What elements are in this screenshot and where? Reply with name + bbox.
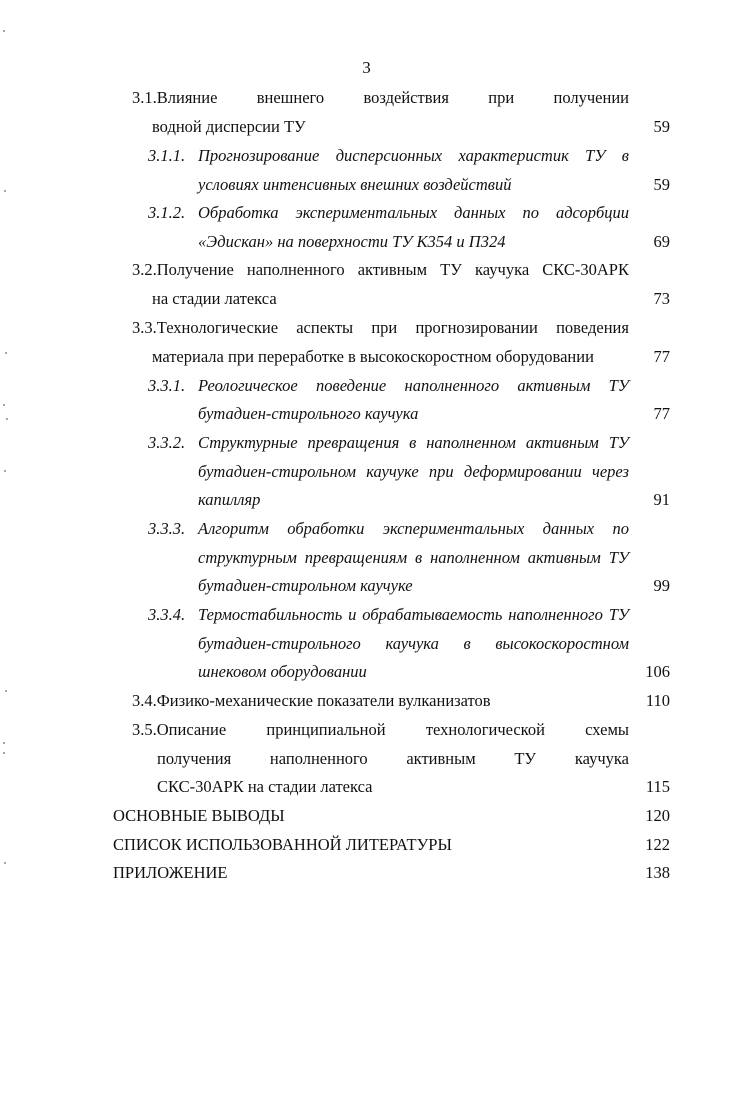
toc-word: превращениям [304,548,408,567]
toc-word: обрабатываемость [362,605,503,624]
toc-word: наполненного [246,260,345,279]
toc-page-ref: 99 [653,576,670,595]
toc-word: в [415,548,423,567]
toc-word: в [463,634,471,653]
toc-word: принципиальной [266,720,386,739]
toc-word: бутадиен-стирольном [198,462,356,481]
toc-line: на стадии латекса [152,289,277,308]
toc-line [198,519,629,539]
scan-speck [3,742,5,744]
toc-word: технологической [425,720,545,739]
toc-line: ОСНОВНЫЕ ВЫВОДЫ [113,806,285,825]
toc-word: ТУ [608,376,629,395]
toc-word: ТУ [585,146,606,165]
toc-word: данных [542,519,595,538]
toc-word: активным [357,260,428,279]
toc-word: 3.1.Влияние [132,88,218,107]
toc-word: поведение [316,376,387,395]
toc-word: 3.2.Получение [132,260,234,279]
toc-word: экспериментальных [295,203,438,222]
scan-speck [4,862,6,864]
toc-word: характеристик [458,146,569,165]
toc-line: СКС-30АРК на стадии латекса [157,777,373,796]
toc-page-ref: 73 [653,289,670,308]
toc-line [198,462,629,482]
toc-word: Структурные [198,433,298,452]
toc-word: активным [527,548,601,567]
toc-line: «Эдискан» на поверхности ТУ К354 и П324 [198,232,506,251]
toc-page-ref: 69 [653,232,670,251]
toc-line [198,634,629,654]
toc-word: ТУ [608,605,629,624]
toc-word: 3.5.Описание [132,720,227,739]
toc-subsection-number: 3.3.3. [148,519,186,538]
toc-page-ref: 77 [653,404,670,423]
toc-word: и [348,605,357,624]
toc-page-ref: 115 [645,777,670,796]
toc-line: капилляр [198,490,261,509]
toc-word: высокоскоростном [495,634,629,653]
page-number: 3 [362,58,371,77]
toc-subsection-number: 3.1.1. [148,146,186,165]
toc-subsection-number: 3.3.4. [148,605,186,624]
toc-word: Обработка [198,203,279,222]
toc-line: условиях интенсивных внешних воздействий [198,175,512,194]
toc-page-ref: 120 [645,806,670,825]
toc-word: структурным [198,548,297,567]
toc-word: наполненном [430,548,520,567]
scan-speck [3,752,5,754]
toc-word: Реологическое [198,376,298,395]
toc-word: по [522,203,539,222]
toc-word: экспериментальных [382,519,525,538]
toc-word: наполненного [269,749,368,768]
toc-subsection-number: 3.3.2. [148,433,186,452]
scan-speck [6,418,8,420]
toc-word: деформировании [463,462,582,481]
toc-line [198,376,629,396]
toc-page-ref: 110 [645,691,670,710]
toc-word: Алгоритм [198,519,269,538]
toc-line [198,433,629,453]
toc-word: в [409,433,417,452]
toc-line: бутадиен-стирольном каучуке [198,576,413,595]
scan-speck [3,30,5,32]
toc-page-ref: 138 [645,863,670,882]
toc-word: наполненного [508,605,603,624]
toc-word: обработки [287,519,365,538]
toc-word: наполненном [426,433,516,452]
toc-word: каучука [574,749,629,768]
toc-word: каучука [385,634,439,653]
toc-word: ТУ [514,749,537,768]
scan-speck [3,404,5,406]
toc-word: 3.3.Технологические [132,318,279,337]
toc-word: поведения [556,318,629,337]
toc-line [198,203,629,223]
toc-word: ТУ [608,433,629,452]
scan-speck [5,352,7,354]
toc-word: активным [406,749,476,768]
toc-word: каучука [475,260,530,279]
toc-line [198,548,629,568]
toc-line [157,749,629,769]
toc-word: дисперсионных [335,146,443,165]
toc-word: превращения [307,433,400,452]
scan-speck [4,190,6,192]
toc-line [198,146,629,166]
toc-word: при [488,88,515,107]
toc-line: бутадиен-стирольного каучука [198,404,419,423]
toc-word: Термостабильность [198,605,343,624]
toc-word: данных [454,203,506,222]
toc-line [132,720,629,740]
toc-word: по [612,519,629,538]
toc-page-ref: 91 [653,490,670,509]
scan-speck [4,470,6,472]
toc-line: СПИСОК ИСПОЛЬЗОВАННОЙ ЛИТЕРАТУРЫ [113,835,452,854]
toc-word: каучуке [366,462,419,481]
toc-word: ТУ [608,548,629,567]
toc-line: шнековом оборудовании [198,662,367,681]
toc-word: наполненного [404,376,500,395]
toc-word: адсорбции [555,203,629,222]
toc-word: ТУ [440,260,462,279]
toc-word: получения [157,749,232,768]
toc-word: СКС-30АРК [542,260,629,279]
toc-word: активным [525,433,599,452]
toc-word: аспекты [296,318,354,337]
toc-word: через [591,462,629,481]
toc-page-ref: 122 [645,835,670,854]
toc-line: 3.4.Физико-механические показатели вулканизатов [132,691,491,710]
toc-line [132,88,629,108]
toc-page-ref: 59 [653,117,670,136]
toc-page-ref: 59 [653,175,670,194]
toc-word: внешнего [256,88,325,107]
toc-word: схемы [585,720,629,739]
toc-word: в [621,146,629,165]
toc-subsection-number: 3.1.2. [148,203,186,222]
toc-line [132,260,629,280]
toc-line: материала при переработке в высокоскоростном оборудовании [152,347,594,366]
toc-word: бутадиен-стирольного [198,634,361,653]
toc-line [132,318,629,338]
toc-page-ref: 106 [645,662,670,681]
toc-word: Прогнозирование [198,146,320,165]
toc-word: прогнозировании [415,318,538,337]
toc-word: воздействия [363,88,449,107]
toc-word: получении [553,88,629,107]
toc-line: водной дисперсии ТУ [152,117,306,136]
toc-word: активным [517,376,591,395]
scan-speck [5,690,7,692]
toc-subsection-number: 3.3.1. [148,376,186,395]
toc-word: при [428,462,454,481]
toc-page-ref: 77 [653,347,670,366]
toc-line [198,605,629,625]
toc-word: при [371,318,398,337]
toc-line: ПРИЛОЖЕНИЕ [113,863,228,882]
